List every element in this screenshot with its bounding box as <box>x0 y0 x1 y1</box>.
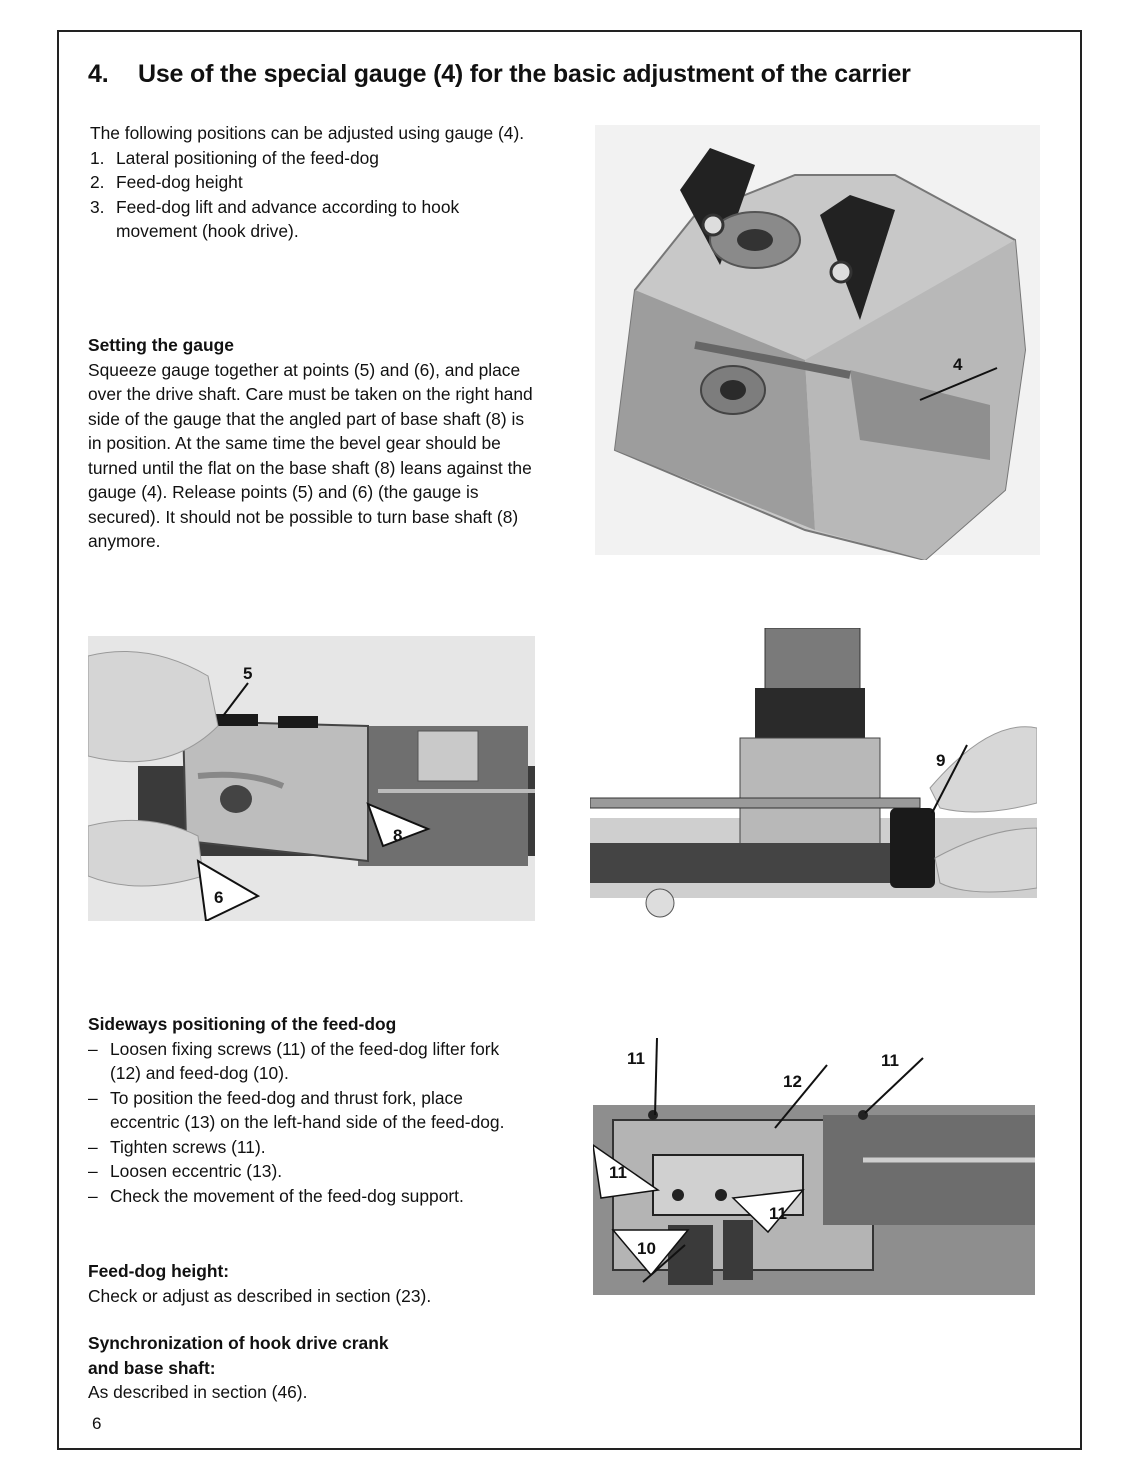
list-dash: – <box>88 1087 98 1108</box>
list-dash: – <box>88 1161 98 1181</box>
list-item <box>90 195 530 244</box>
callout-4: 4 <box>953 355 963 374</box>
list-item <box>88 1184 533 1209</box>
callout-8: 8 <box>393 826 403 845</box>
feed-dog-height-block <box>88 1259 533 1308</box>
setting-gauge-heading: Setting the gauge <box>88 335 234 355</box>
list-item <box>90 146 530 171</box>
setting-gauge-body: Squeeze gauge together at points (5) and (6), and place over the drive shaft. Care must be taken on the right hand side of the gauge that the angled part of base shaft (8) is in position. At the same time the bevel gear should be turned until the flat on the base shaft (8) leans against the gauge (4). Release points (5) and (6) (the gauge is secured). It should not be possible to turn base shaft (8) anymore. <box>88 359 533 551</box>
intro-block <box>90 121 530 244</box>
sideways-list <box>88 1037 533 1209</box>
page-number: 6 <box>92 1414 102 1433</box>
callout-9: 9 <box>936 751 946 770</box>
list-number: 1. <box>90 147 105 168</box>
list-item <box>90 170 530 195</box>
sync-body: As described in section (46). <box>88 1382 308 1402</box>
bevel-gear-photo <box>590 628 1037 928</box>
list-item <box>88 1159 533 1184</box>
section-title-text: Use of the special gauge (4) for the basic adjustment of the carrier <box>138 60 911 88</box>
list-dash: – <box>88 1038 98 1059</box>
sync-block <box>88 1331 533 1405</box>
setting-gauge-block <box>88 333 533 554</box>
section-number: 4. <box>88 60 109 88</box>
list-text: Loosen fixing screws (11) of the feed-dog lifter fork (12) and feed-dog (10). <box>110 1038 500 1083</box>
sideways-block <box>88 1012 533 1208</box>
callout-11-left: 11 <box>627 1049 645 1068</box>
list-item <box>88 1086 533 1135</box>
sync-heading-line1: Synchronization of hook drive crank <box>88 1333 389 1353</box>
callout-11-right: 11 <box>881 1051 899 1070</box>
list-text: Loosen eccentric (13). <box>110 1161 283 1181</box>
list-item <box>88 1135 533 1160</box>
callout-10: 10 <box>637 1239 656 1258</box>
callout-6: 6 <box>214 888 224 907</box>
list-dash: – <box>88 1136 98 1157</box>
intro-text: The following positions can be adjusted using gauge (4). <box>90 123 525 143</box>
callout-11-mid-left: 11 <box>609 1163 627 1182</box>
list-text: To position the feed-dog and thrust fork, place eccentric (13) on the left-hand side of the feed-dog. <box>110 1087 505 1132</box>
feed-dog-photo <box>593 1020 1035 1330</box>
section-title <box>88 60 911 89</box>
list-dash: – <box>88 1185 98 1206</box>
feed-dog-height-heading: Feed-dog height: <box>88 1261 230 1281</box>
callout-5: 5 <box>243 664 253 683</box>
list-item <box>88 1037 533 1086</box>
intro-list <box>90 146 530 244</box>
list-text: Lateral positioning of the feed-dog <box>116 147 379 168</box>
gauge-photo <box>595 120 1040 560</box>
list-text: Feed-dog height <box>116 172 243 192</box>
list-text: Tighten screws (11). <box>110 1136 266 1157</box>
list-text: Feed-dog lift and advance according to hook movement (hook drive). <box>116 196 460 241</box>
list-number: 2. <box>90 172 105 192</box>
feed-dog-height-body: Check or adjust as described in section (23). <box>88 1285 432 1306</box>
callout-12: 12 <box>783 1072 802 1091</box>
list-text: Check the movement of the feed-dog support. <box>110 1185 464 1206</box>
gauge-on-shaft-photo <box>88 636 535 921</box>
list-number: 3. <box>90 196 105 217</box>
sync-heading-line2: and base shaft: <box>88 1357 216 1378</box>
sideways-heading: Sideways positioning of the feed-dog <box>88 1014 397 1034</box>
callout-11-mid: 11 <box>769 1204 787 1223</box>
